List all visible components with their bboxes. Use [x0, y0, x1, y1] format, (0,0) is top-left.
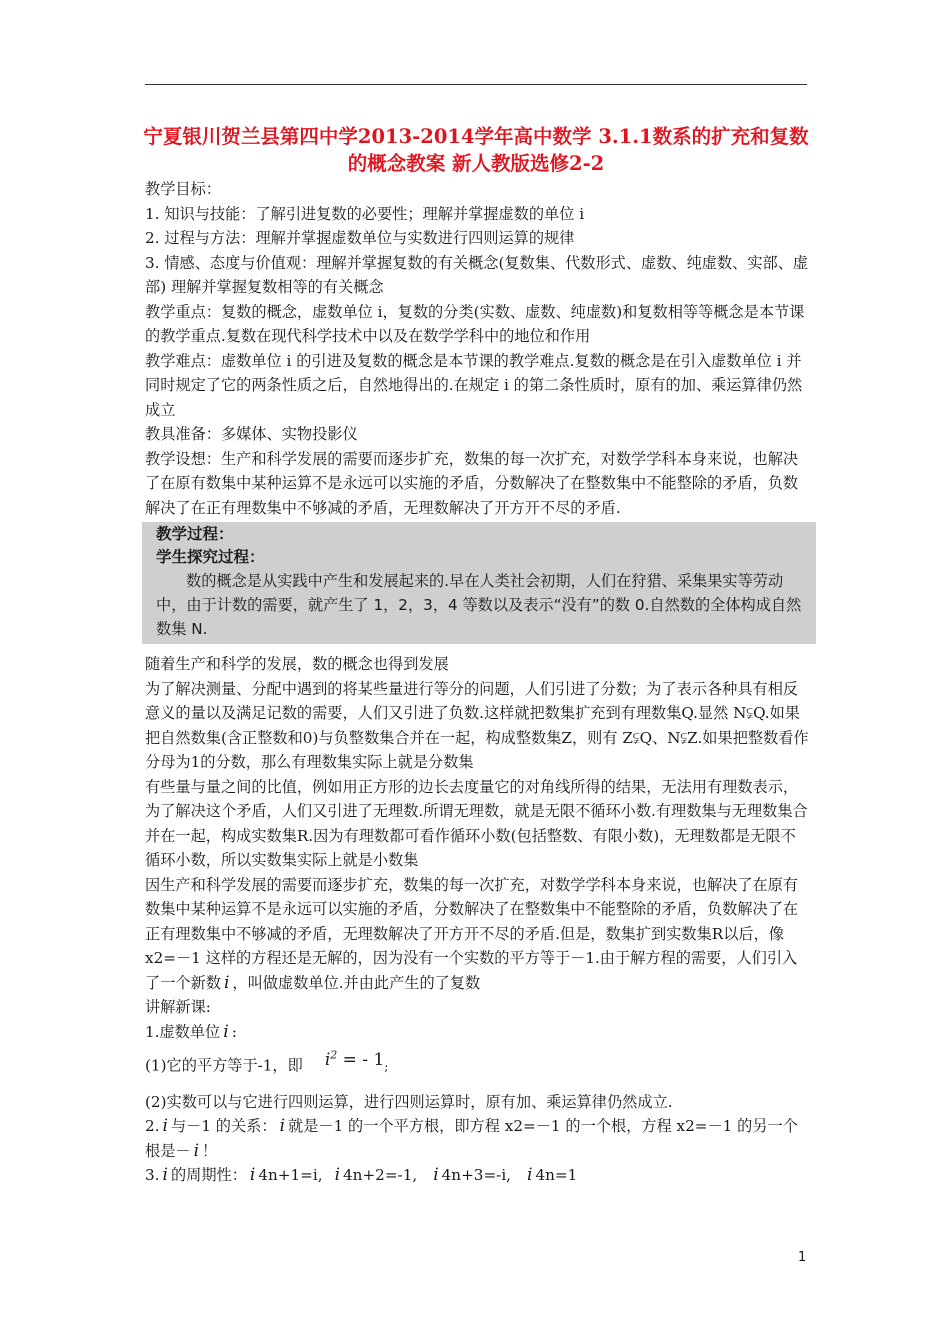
document-body [145, 177, 810, 1188]
imaginary-unit-symbol: i [223, 1021, 229, 1042]
list-item-text: (1)它的平方等于-1，即 [145, 1056, 303, 1075]
imaginary-unit-symbol: i [162, 1165, 168, 1186]
header-rule [145, 84, 807, 85]
formula-base: i [324, 1049, 331, 1070]
paragraph: 为了解决测量、分配中遇到的将某些量进行等分的问题，人们引进了分数；为了表示各种具有相反意义的量以及满足记数的需要，人们又引进了负数.这样就把数集扩充到有理数集Q.显然 N⫋Q.如果把自然数集(含正整数和0)与负整数集合并在一起，构成整数集Z，则有 Z⫋Q、N⫋Z.如果把整数看作分母为1的分数，那么有理数集实际上就是分数集 [145, 679, 809, 771]
paragraph: 教学难点：虚数单位 i 的引进及复数的概念是本节课的教学难点.复数的概念是在引入虚数单位 i 并同时规定了它的两条性质之后，自然地得出的.在规定 i 的第二条性质时，原有的加、乘运算律仍然成立 [145, 351, 803, 419]
period-value: 4n+1=i, [258, 1166, 323, 1185]
shaded-heading: 教学过程： [156, 525, 234, 543]
formula-rhs: = - 1 [337, 1049, 385, 1070]
list-item: (2)实数可以与它进行四则运算，进行四则运算时，原有加、乘运算律仍然成立. [145, 1092, 673, 1111]
paragraph-text: 因生产和科学发展的需要而逐步扩充，数集的每一次扩充，对数学学科本身来说，也解决了在原有数集中某种运算不是永远可以实施的矛盾，分数解决了在整数集中不能整除的矛盾，负数解决了在正有理数集中不够减的矛盾，无理数解决了开方开不尽的矛盾.但是，数集扩到实数集R以后，像 x2=－1 这样的方程还是无解的，因为没有一个实数的平方等于－1.由于解方程的需要，人们引入了一个新数 [145, 875, 799, 992]
list-item [145, 1114, 810, 1163]
formula-tail: ; [384, 1059, 389, 1074]
paragraph: 2. 过程与方法：理解并掌握虚数单位与实数进行四则运算的规律 [145, 229, 575, 247]
list-item [145, 1044, 810, 1084]
imaginary-unit-symbol: i [193, 1140, 199, 1161]
paragraph [145, 873, 810, 996]
imaginary-unit-symbol: i [334, 1165, 340, 1186]
shaded-box [142, 522, 816, 644]
formula-exponent: 2 [330, 1048, 338, 1061]
paragraph: 教学重点：复数的概念，虚数单位 i，复数的分类(实数、虚数、纯虚数)和复数相等等概念是本节课的教学重点.复数在现代科学技术中以及在数学学科中的地位和作用 [145, 302, 805, 345]
imaginary-unit-symbol: i [279, 1116, 285, 1137]
paragraph: 教学设想：生产和科学发展的需要而逐步扩充，数集的每一次扩充，对数学学科本身来说，也解决了在原有数集中某种运算不是永远可以实施的矛盾，分数解决了在整数集中不能整除的矛盾，负数解决了在正有理数集中不够减的矛盾，无理数解决了开方开不尽的矛盾. [145, 449, 799, 517]
shaded-subheading: 学生探究过程： [156, 548, 265, 566]
paragraph: 教具准备：多媒体、实物投影仪 [145, 425, 358, 443]
imaginary-unit-symbol: i [223, 972, 230, 993]
period-value: 4n=1 [535, 1166, 578, 1185]
paragraph: 教学目标： [145, 180, 221, 198]
formula [325, 1050, 384, 1070]
period-value: 4n+2=-1, [343, 1166, 418, 1185]
paragraph: 3. 情感、态度与价值观：理解并掌握复数的有关概念(复数集、代数形式、虚数、纯虚数、实部、虚部) 理解并掌握复数相等的有关概念 [145, 253, 809, 296]
list-item-label: 1.虚数单位 [145, 1022, 221, 1041]
list-item [145, 1163, 810, 1188]
list-item-number: 2. [145, 1117, 160, 1136]
shaded-text: 数的概念是从实践中产生和发展起来的.早在人类社会初期，人们在狩猎、采集果实等劳动中，由于计数的需要，就产生了 1，2，3，4 等数以及表示“没有”的数 0.自然数的全体构成自然数集 N. [156, 572, 802, 638]
list-item-number: 3. [145, 1166, 160, 1185]
list-item-text: ！ [202, 1141, 218, 1160]
list-item-text: 就是－1 的一个平方根，即方程 x2=－1 的一个根，方程 x2=－1 的另一个根是－ [145, 1117, 798, 1160]
paragraph-text: ，叫做虚数单位.并由此产生的了复数 [232, 973, 481, 992]
page-number: 1 [798, 1250, 807, 1265]
imaginary-unit-symbol: i [162, 1116, 168, 1137]
imaginary-unit-symbol: i [527, 1165, 533, 1186]
imaginary-unit-symbol: i [433, 1165, 439, 1186]
list-item [145, 1020, 810, 1045]
list-item-text: 与－1 的关系： [170, 1117, 277, 1136]
imaginary-unit-symbol: i [249, 1165, 256, 1186]
document-title: 宁夏银川贺兰县第四中学2013-2014学年高中数学 3.1.1数系的扩充和复数的概念教案 新人教版选修2-2 [143, 125, 809, 175]
period-value: 4n+3=-i, [441, 1166, 511, 1185]
paragraph: 1. 知识与技能：了解引进复数的必要性；理解并掌握虚数的单位 i [145, 204, 585, 223]
section-label: 讲解新课: [145, 998, 211, 1016]
list-item-text: 的周期性： [170, 1166, 247, 1185]
paragraph: 随着生产和科学的发展，数的概念也得到发展 [145, 655, 449, 673]
paragraph: 有些量与量之间的比值，例如用正方形的边长去度量它的对角线所得的结果，无法用有理数表示，为了解决这个矛盾，人们又引进了无理数.所谓无理数，就是无限不循环小数.有理数集与无理数集合并在一起，构成实数集R.因为有理数都可看作循环小数(包括整数、有限小数)，无理数都是无限不循环小数，所以实数集实际上就是小数集 [145, 777, 808, 869]
list-item-colon: : [231, 1022, 237, 1041]
